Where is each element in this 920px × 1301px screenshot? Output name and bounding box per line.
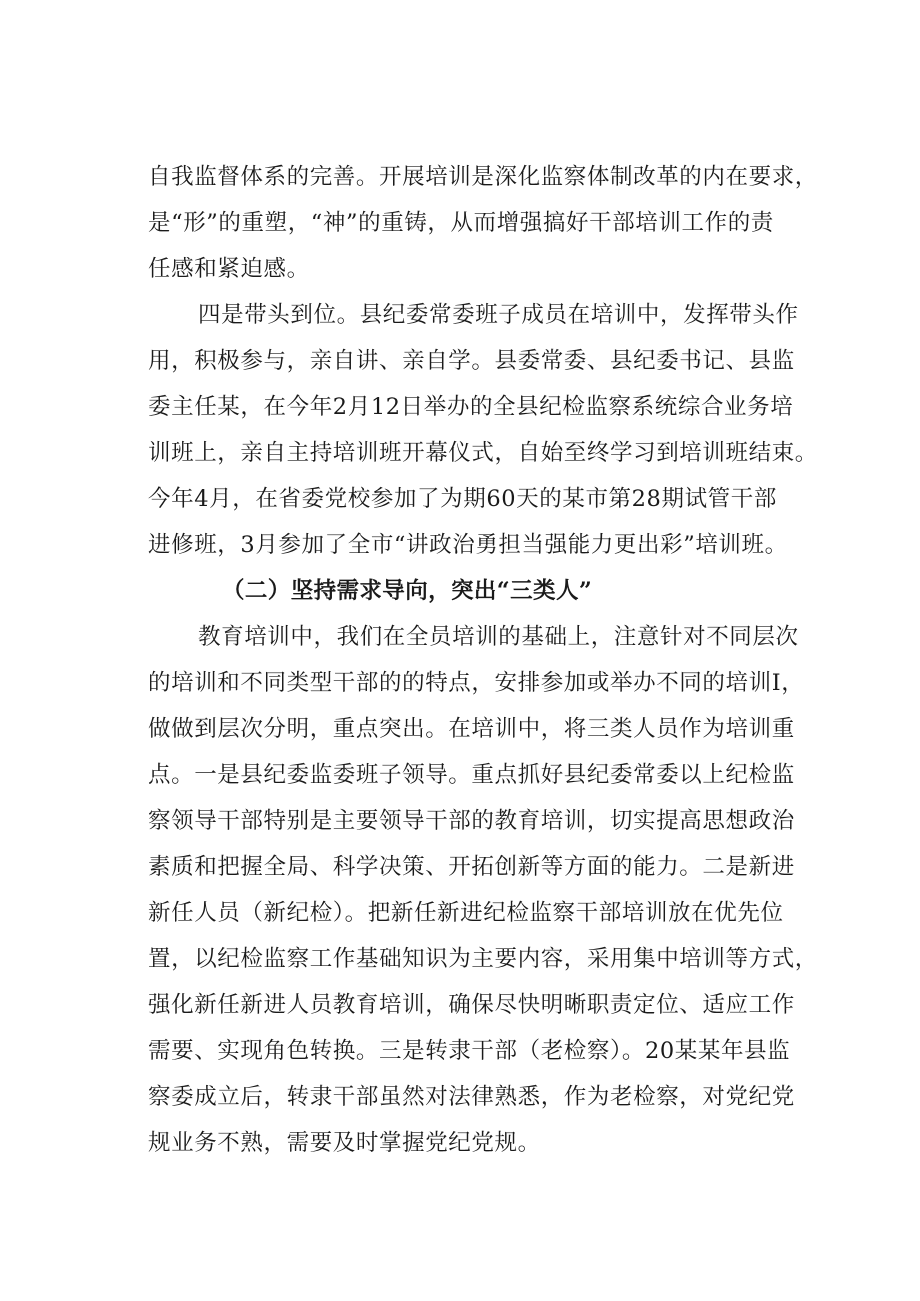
paragraph-line: 做做到层次分明，重点突出。在培训中，将三类人员作为培训重 <box>148 716 795 742</box>
section-heading: （二）坚持需求导向，突出“三类人” <box>222 578 593 604</box>
paragraph-line: 训班上，亲自主持培训班开幕仪式，自始至终学习到培训班结束。 <box>148 440 818 466</box>
document-body <box>148 154 818 1166</box>
paragraph-line: 察领导干部特别是主要领导干部的教育培训，切实提高思想政治 <box>148 808 795 834</box>
paragraph-line: 进修班，3月参加了全市“讲政治勇担当强能力更出彩”培训班。 <box>148 532 788 558</box>
paragraph-line: 是“形”的重塑，“神”的重铸，从而增强搞好干部培训工作的责 <box>148 210 774 236</box>
paragraph-line: 素质和把握全局、科学决策、开拓创新等方面的能力。二是新进 <box>148 854 795 880</box>
paragraph-line: 需要、实现角色转换。三是转隶干部（老检察）。20某某年县监 <box>148 1038 791 1064</box>
paragraph-line: 任感和紧迫感。 <box>148 256 310 282</box>
paragraph-line: 察委成立后，转隶干部虽然对法律熟悉，作为老检察，对党纪党 <box>148 1084 795 1110</box>
paragraph-line: 教育培训中，我们在全员培训的基础上，注意针对不同层次 <box>198 624 799 650</box>
paragraph-line: 四是带头到位。县纪委常委班子成员在培训中，发挥带头作 <box>198 302 799 328</box>
paragraph-line: 新任人员（新纪检）。把新任新进纪检监察干部培训放在优先位 <box>148 900 784 926</box>
paragraph-line: 强化新任新进人员教育培训，确保尽快明晰职责定位、适应工作 <box>148 992 795 1018</box>
paragraph-line: 置，以纪检监察工作基础知识为主要内容，采用集中培训等方式， <box>148 946 818 972</box>
paragraph-line: 自我监督体系的完善。开展培训是深化监察体制改革的内在要求， <box>148 164 818 190</box>
paragraph-line: 用，积极参与，亲自讲、亲自学。县委常委、县纪委书记、县监 <box>148 348 795 374</box>
paragraph-line: 的培训和不同类型干部的的特点，安排参加或举办不同的培训I， <box>148 670 805 696</box>
paragraph-line: 点。一是县纪委监委班子领导。重点抓好县纪委常委以上纪检监 <box>148 762 795 788</box>
paragraph-line: 今年4月，在省委党校参加了为期60天的某市第28期试管干部 <box>148 486 777 512</box>
paragraph-line: 委主任某，在今年2月12日举办的全县纪检监察系统综合业务培 <box>148 394 794 420</box>
paragraph-line: 规业务不熟，需要及时掌握党纪党规。 <box>148 1130 541 1156</box>
